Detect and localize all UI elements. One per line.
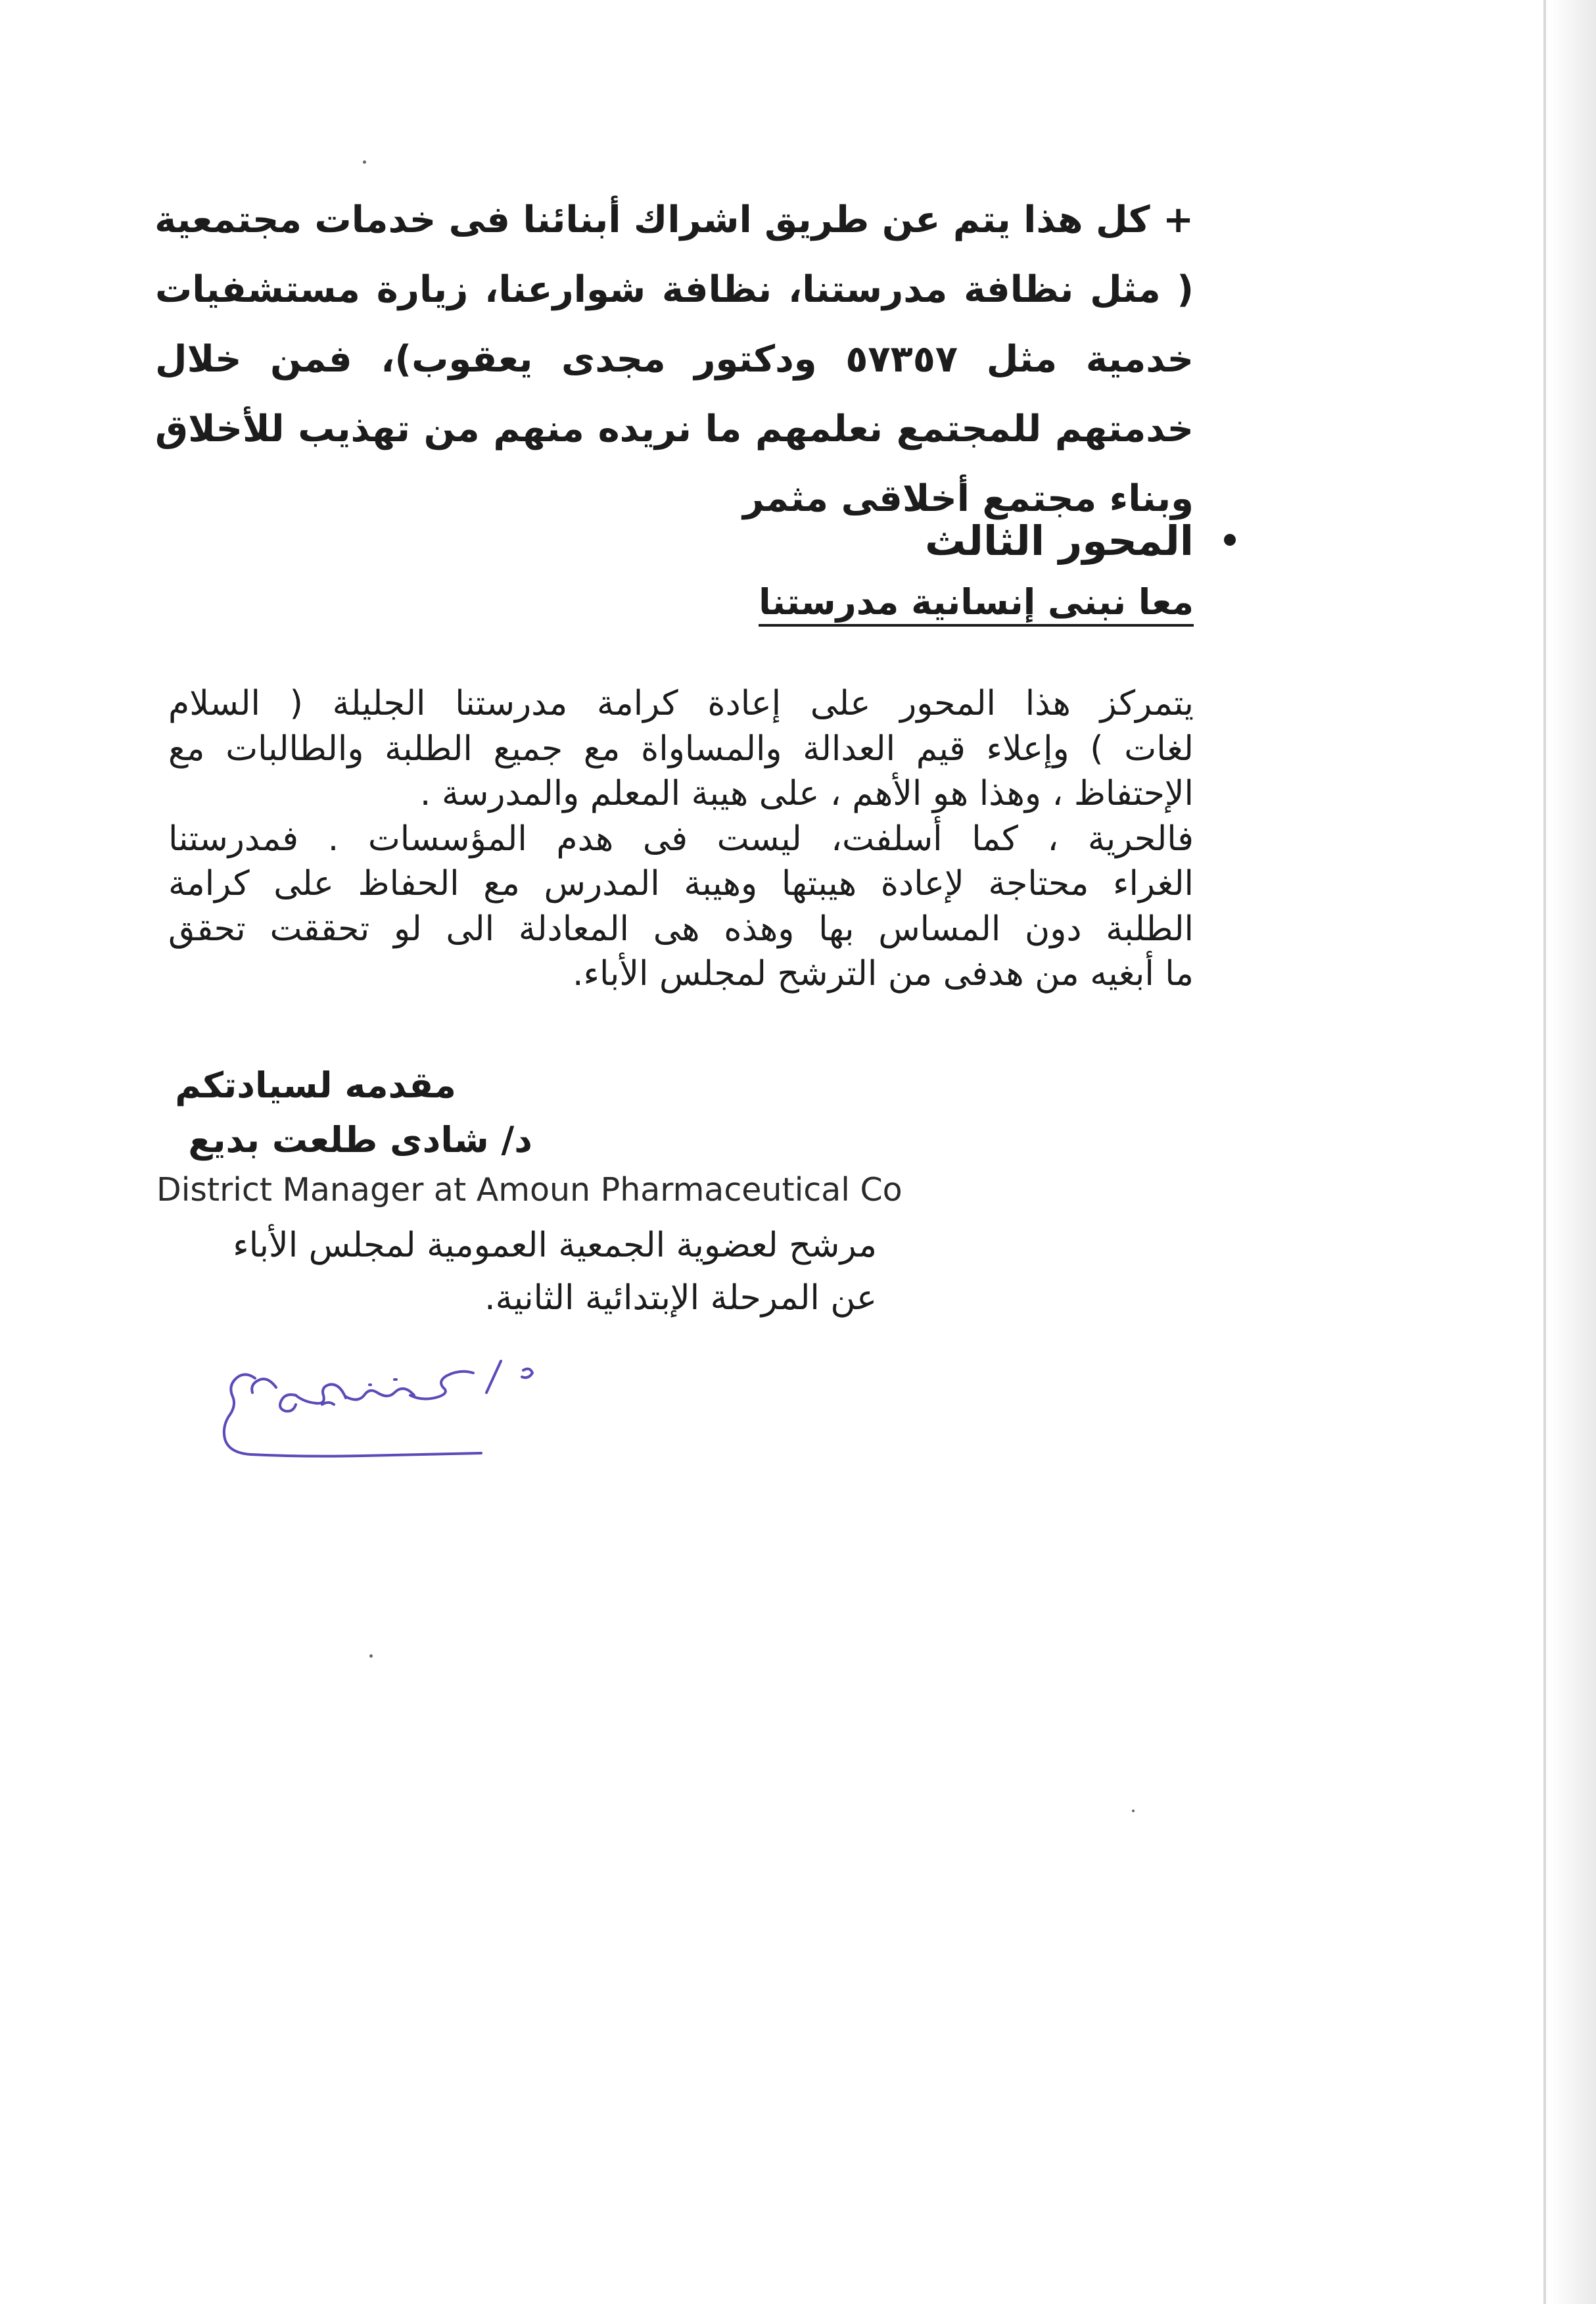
paragraph-line: ما أبغيه من هدفى من الترشح لمجلس الأباء. [573,954,1194,994]
community-service-paragraph [155,185,1194,534]
signer-role [154,1219,877,1324]
section-heading: المحور الثالث [925,517,1194,565]
signer-role-line: مرشح لعضوية الجمعية العمومية لمجلس الأباء [233,1226,877,1265]
paragraph-line: خدمتهم للمجتمع نعلمهم ما نريده منهم من تهذيب للأخلاق [155,408,1194,450]
paragraph-line: ( مثل نظافة مدرستنا، نظافة شوارعنا، زيارة مستشفيات [155,268,1194,311]
paragraph-line: خدمية مثل ٥٧٣٥٧ ودكتور مجدى يعقوب)، فمن خلال [155,338,1194,381]
handwritten-signature [197,1341,552,1473]
page-edge-line [1543,0,1546,2304]
section-subheading [602,576,1194,629]
paragraph-line: وبناء مجتمع أخلاقى مثمر [743,477,1194,520]
page-edge-shadow [1550,0,1596,2304]
paragraph-line: لغات ) وإعلاء قيم العدالة والمساواة مع جميع الطلبة والطالبات مع [168,729,1194,769]
signer-job-title: District Manager at Amoun Pharmaceutical Co [156,1171,903,1209]
scan-speck [363,160,366,164]
section-subheading-text: معا نبنى إنسانية مدرستنا [759,581,1194,627]
section-body-paragraph [168,681,1194,997]
paragraph-line: + كل هذا يتم عن طريق اشراك أبنائنا فى خدمات مجتمعية [154,199,1194,241]
closing-presented-to: مقدمه لسيادتكم [175,1065,456,1106]
bullet-icon [1224,534,1236,546]
paragraph-line: يتمركز هذا المحور على إعادة كرامة مدرستنا الجليلة ( السلام [168,684,1194,723]
scan-speck [1132,1810,1135,1812]
paragraph-line: الغراء محتاجة لإعادة هيبتها وهيبة المدرس مع الحفاظ على كرامة [168,864,1194,903]
scan-speck [369,1654,373,1658]
signer-name: د/ شادى طلعت بديع [188,1119,532,1161]
signer-role-line: عن المرحلة الإبتدائية الثانية. [484,1278,877,1318]
paragraph-line: فالحرية ، كما أسلفت، ليست فى هدم المؤسسات . فمدرستنا [168,819,1194,859]
paragraph-line: الطلبة دون المساس بها وهذه هى المعادلة الى لو تحققت تحقق [168,909,1194,949]
paragraph-line: الإحتفاظ ، وهذا هو الأهم ، على هيبة المعلم والمدرسة . [419,774,1194,813]
